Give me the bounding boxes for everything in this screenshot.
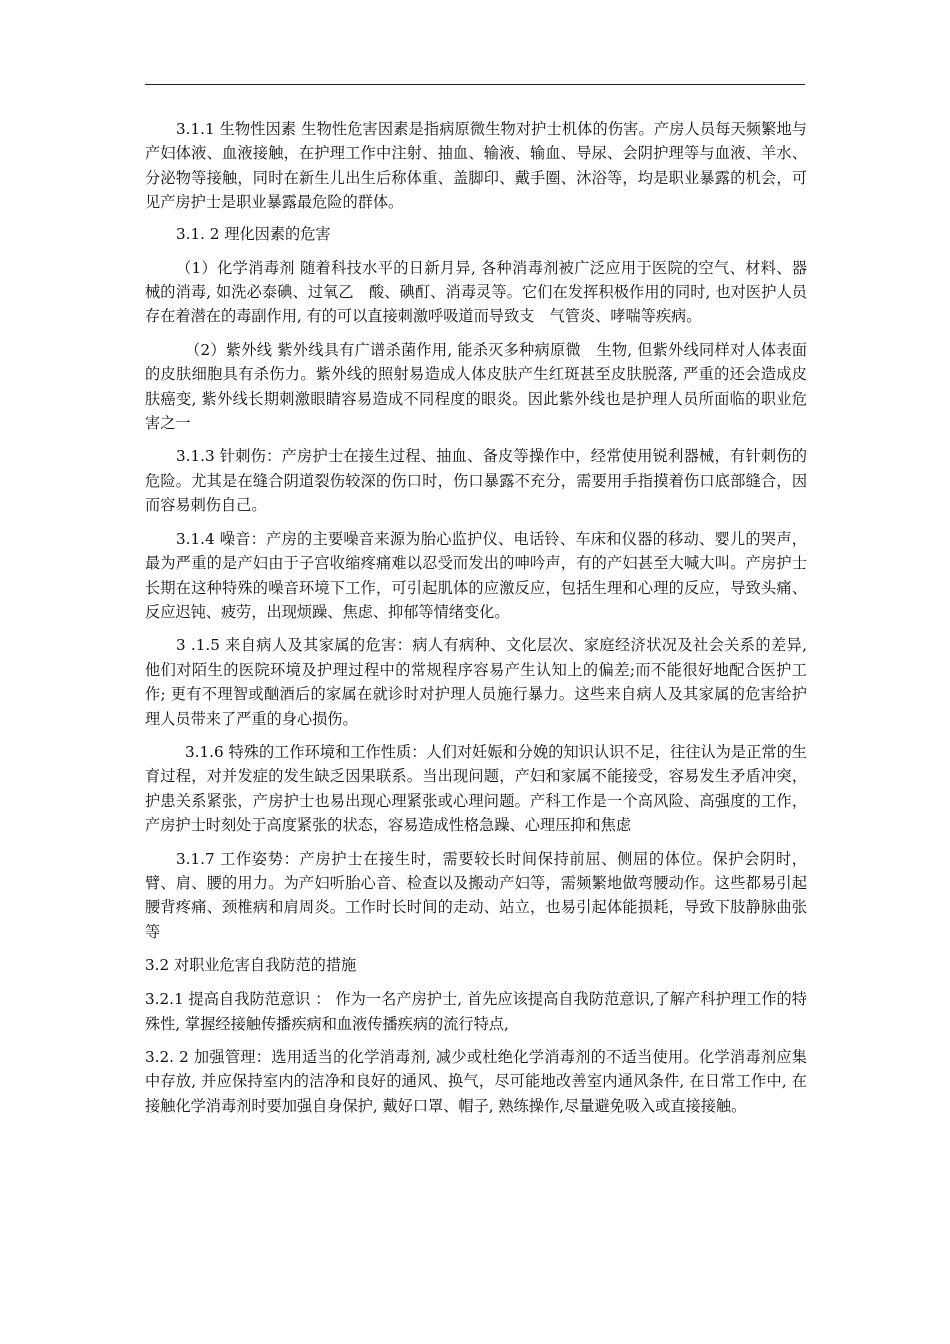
- paragraph-chemical-disinfectants: （1）化学消毒剂 随着科技水平的日新月异, 各种消毒剂被广泛应用于医院的空气、材料、器械的消毒, 如洗必泰碘、过氧乙 酸、碘酊、消毒灵等。它们在发挥积极作用的同时, 也对医护人员存在着潜在的毒副作用, 有的可以直接刺激呼吸道而导致支 气管炎、哮喘等疾病。: [145, 258, 807, 326]
- paragraph-3-1-4-noise: 3.1.4 噪音：产房的主要噪音来源为胎心监护仪、电话铃、车床和仪器的移动、婴儿的哭声，最为严重的是产妇由于子宫收缩疼痛难以忍受而发出的呻吟声，有的产妇甚至大喊大叫。产房护士长期在这种特殊的噪音环境下工作，可引起肌体的应激反应，包括生理和心理的反应，导致头痛、反应迟钝、疲劳，出现烦躁、焦虑、抑郁等情绪变化。: [145, 529, 807, 621]
- document-body: [145, 117, 807, 1125]
- paragraph-3-2-2-management: 3.2. 2 加强管理：选用适当的化学消毒剂, 减少或杜绝化学消毒剂的不适当使用。化学消毒剂应集中存放, 并应保持室内的洁净和良好的通风、换气，尽可能地改善室内通风条件, 在日常工作中, 在接触化学消毒剂时要加强自身保护, 戴好口罩、帽子, 熟练操作,尽量避免吸入或直接接触。: [145, 1048, 807, 1115]
- paragraph-3-2-1-awareness: 3.2.1 提高自我防范意识 ： 作为一名产房护士, 首先应该提高自我防范意识,了解产科护理工作的特殊性, 掌握经接触传播疾病和血液传播疾病的流行特点,: [145, 990, 807, 1033]
- paragraph-3-1-6-work-environment: 3.1.6 特殊的工作环境和工作性质：人们对妊娠和分娩的知识认识不足，往往认为是正常的生育过程，对并发症的发生缺乏因果联系。当出现问题，产妇和家属不能接受，容易发生矛盾冲突，护患关系紧张，产房护士也易出现心理紧张或心理问题。产科工作是一个高风险、高强度的工作，产房护士时刻处于高度紧张的状态，容易造成性格急躁、心理压抑和焦虑: [145, 742, 807, 835]
- header-rule: [145, 84, 805, 85]
- subheading-3-1-2-physicochemical-factors: 3.1. 2 理化因素的危害: [176, 224, 331, 243]
- paragraph-3-1-5-patients-and-families: 3 .1.5 来自病人及其家属的危害：病人有病种、文化层次、家庭经济状况及社会关系的差异, 他们对陌生的医院环境及护理过程中的常规程序容易产生认知上的偏差;而不能很好地配合医护工作; 更有不理智或酗酒后的家属在就诊时对护理人员施行暴力。这些来自病人及其家属的危害给护理人员带来了严重的身心损伤。: [145, 636, 807, 728]
- section-heading-3-2-prevention-measures: 3.2 对职业危害自我防范的措施: [145, 956, 357, 975]
- paragraph-ultraviolet: （2）紫外线 紫外线具有广谱杀菌作用, 能杀灭多种病原微 生物, 但紫外线同样对人体表面的皮肤细胞具有杀伤力。紫外线的照射易造成人体皮肤产生红斑甚至皮肤脱落, 严重的还会造成皮肤癌变, 紫外线长期刺激眼睛容易造成不同程度的眼炎。因此紫外线也是护理人员所面临的职业危害之一: [145, 340, 807, 433]
- paragraph-3-1-7-work-posture: 3.1.7 工作姿势：产房护士在接生时，需要较长时间保持前屈、侧屈的体位。保护会阴时，臂、肩、腰的用力。为产妇听胎心音、检查以及搬动产妇等，需频繁地做弯腰动作。这些都易引起腰背疼痛、颈椎病和肩周炎。工作时长时间的走动、站立，也易引起体能损耗，导致下肢静脉曲张等: [145, 849, 807, 941]
- paragraph-3-1-3-needle-injury: 3.1.3 针刺伤：产房护士在接生过程、抽血、备皮等操作中，经常使用锐利器械，有针刺伤的危险。尤其是在缝合阴道裂伤较深的伤口时，伤口暴露不充分，需要用手指摸着伤口底部缝合，因而容易刺伤自己。: [145, 447, 807, 515]
- paragraph-3-1-1-biological-factors: 3.1.1 生物性因素 生物性危害因素是指病原微生物对护士机体的伤害。产房人员每天频繁地与产妇体液、血液接触，在护理工作中注射、抽血、输液、输血、导尿、会阴护理等与血液、羊水、分泌物等接触，同时在新生儿出生后称体重、盖脚印、戴手圈、沐浴等，均是职业暴露的机会，可见产房护士是职业暴露最危险的群体。: [145, 120, 807, 212]
